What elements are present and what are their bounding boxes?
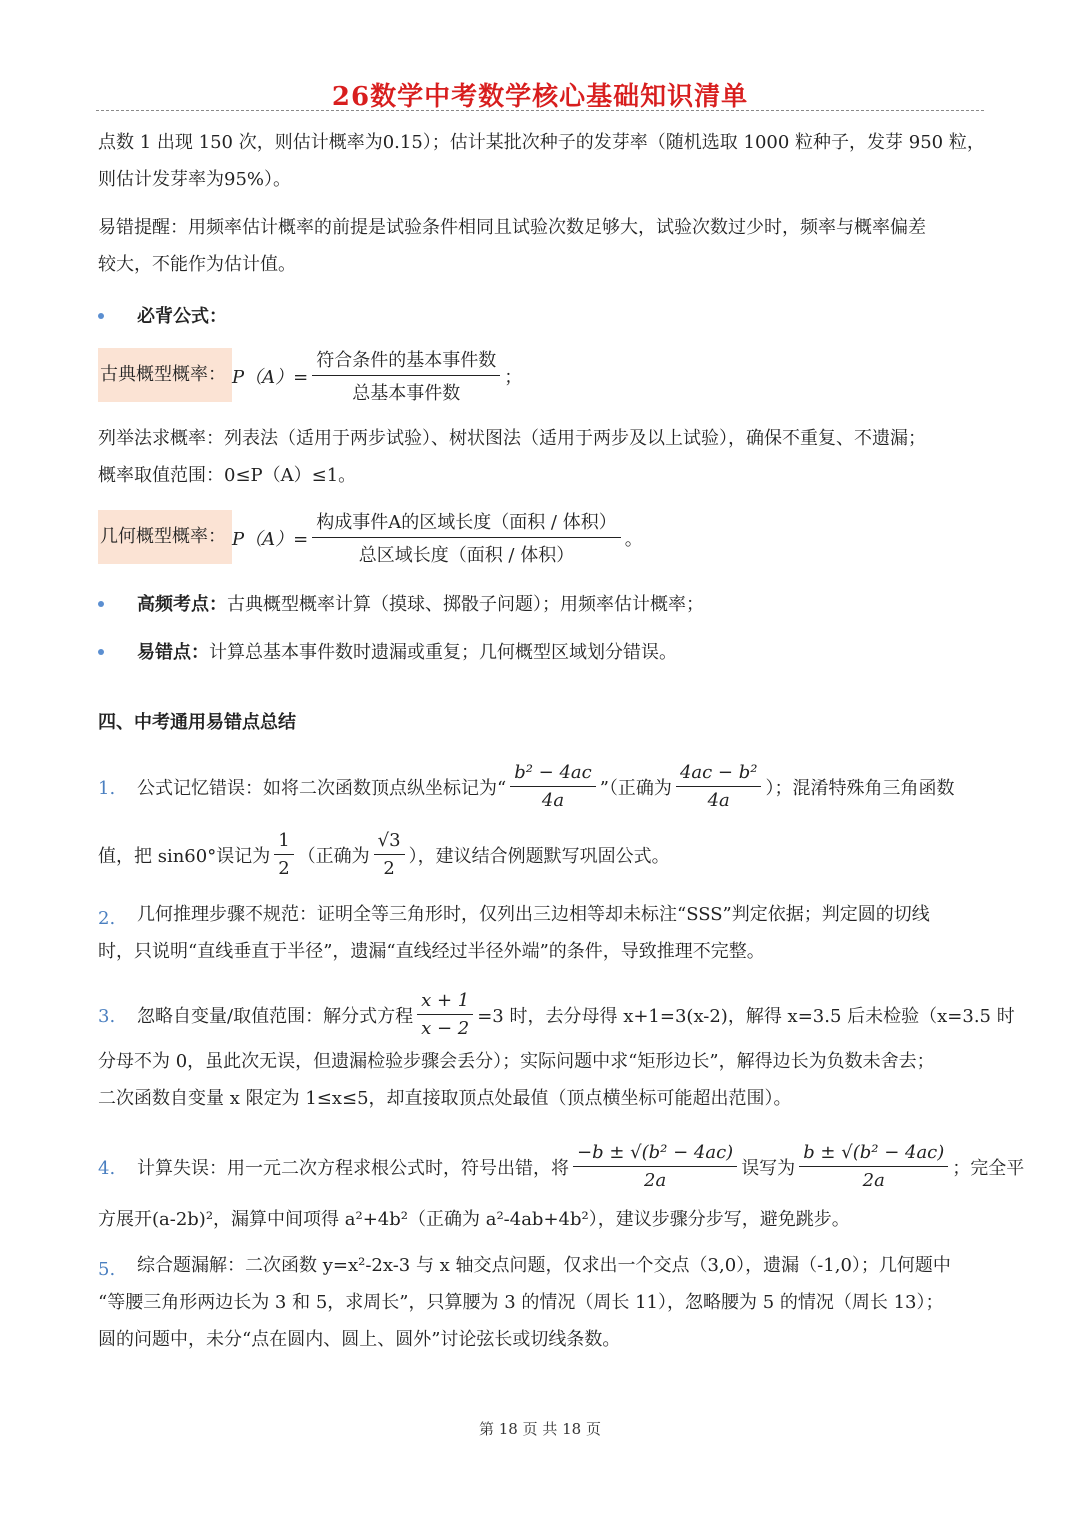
item-2-line-1: 几何推理步骤不规范：证明全等三角形时，仅列出三边相等却未标注“SSS”判定依据；判定圆的切线: [137, 904, 930, 925]
item-number-1: 1.: [98, 778, 116, 799]
bullet-dot: [98, 601, 104, 607]
item-1-line-2: [98, 830, 670, 879]
geometric-probability-label: 几何概型概率：: [98, 510, 232, 564]
classic-probability-label: 古典概型概率：: [98, 348, 232, 402]
item-1-text-e: （正确为: [297, 845, 370, 867]
fraction-numerator: b² − 4ac: [510, 762, 596, 787]
bullet-error-points: [137, 638, 677, 664]
classic-tail: ；: [504, 366, 523, 388]
bullet-formula-label: 必背公式：: [137, 306, 227, 327]
item-4-text-c: ；完全平: [952, 1157, 1025, 1179]
warning-line-2: 较大，不能作为估计值。: [98, 254, 296, 275]
item-2-line-2: 时，只说明“直线垂直于半径”，遗漏“直线经过半径外端”的条件，导致推理不完整。: [98, 941, 765, 962]
section-heading: 四、中考通用易错点总结: [98, 712, 296, 733]
bullet-dot: [98, 649, 104, 655]
item-4-line-1: [137, 1142, 1024, 1191]
bullet-error-text: 计算总基本事件数时遗漏或重复；几何概型区域划分错误。: [209, 642, 677, 663]
fraction-numerator: x + 1: [417, 990, 473, 1015]
item-4-text-b: 误写为: [741, 1157, 796, 1179]
item-3-text-a: 忽略自变量/取值范围：解分式方程: [137, 1005, 414, 1027]
item-3-line-2: 分母不为 0，虽此次无误，但遗漏检验步骤会丢分）；实际问题中求“矩形边长”，解得边长为负数未舍去；: [98, 1051, 935, 1072]
fraction-quadratic-wrong: [799, 1142, 948, 1191]
fraction-quadratic-correct: [573, 1142, 737, 1191]
fraction-numerator: −b ± √(b² − 4ac): [573, 1142, 737, 1167]
item-1-text-c: ）；混淆特殊角三角函数: [765, 777, 955, 799]
fraction-numerator: b ± √(b² − 4ac): [799, 1142, 948, 1167]
geo-numerator: 构成事件A的区域长度（面积 / 体积）: [312, 508, 621, 538]
fraction-denominator: 2a: [644, 1170, 667, 1191]
classic-lhs: P（A）=: [232, 366, 309, 388]
intro-line-1: 点数 1 出现 150 次，则估计概率为0.15）；估计某批次种子的发芽率（随机选取 1000 粒种子，发芽 950 粒，: [98, 132, 985, 153]
fraction-wrong-vertex: [510, 762, 596, 811]
item-5-line-1: 综合题漏解：二次函数 y=x²-2x-3 与 x 轴交点问题，仅求出一个交点（3,0），遗漏（-1,0）；几何题中: [137, 1255, 951, 1276]
item-3-line-1: [137, 990, 1015, 1039]
fraction-numerator: 1: [274, 830, 293, 855]
item-number-3: 3.: [98, 1006, 116, 1027]
item-number-4: 4.: [98, 1158, 116, 1179]
enum-line-1: 列举法求概率：列表法（适用于两步试验）、树状图法（适用于两步及以上试验），确保不重复、不遗漏；: [98, 428, 926, 449]
fraction-denominator: 2a: [862, 1170, 885, 1191]
fraction-numerator: √3: [374, 830, 405, 855]
item-1-text-a: 公式记忆错误：如将二次函数顶点纵坐标记为“: [137, 777, 507, 799]
enum-line-2: 概率取值范围：0≤P（A）≤1。: [98, 465, 357, 486]
item-1-text-d: 值，把 sin60°误记为: [98, 845, 271, 867]
classic-probability-formula: [232, 346, 522, 405]
header-divider: [96, 110, 984, 111]
fraction-one-half: [274, 830, 293, 879]
item-4-line-2: 方展开(a-2b)²，漏算中间项得 a²+4b²（正确为 a²-4ab+4b²），建议步骤分步写，避免跳步。: [98, 1209, 850, 1230]
geo-tail: 。: [624, 528, 643, 550]
bullet-dot: [98, 313, 104, 319]
geo-fraction: [312, 508, 621, 567]
item-1-text-b: ”（正确为: [599, 777, 672, 799]
fraction-correct-vertex: [676, 762, 762, 811]
fraction-numerator: 4ac − b²: [676, 762, 762, 787]
fraction-denominator: 2: [383, 858, 395, 879]
bullet-error-label: 易错点：: [137, 642, 209, 663]
item-number-5: 5.: [98, 1259, 116, 1280]
item-1-text-g: ），建议结合例题默写巩固公式。: [408, 845, 670, 867]
fraction-sqrt3-half: [374, 830, 405, 879]
item-3-text-b: =3 时，去分母得 x+1=3(x-2)，解得 x=3.5 后未检验（x=3.5 时: [477, 1005, 1015, 1027]
page-footer: 第 18 页 共 18 页: [478, 1420, 601, 1438]
classic-numerator: 符合条件的基本事件数: [312, 346, 500, 376]
fraction-denominator: x − 2: [421, 1018, 470, 1039]
item-5-line-3: 圆的问题中，未分“点在圆内、圆上、圆外”讨论弦长或切线条数。: [98, 1329, 621, 1350]
fraction-denominator: 4a: [541, 790, 565, 811]
bullet-frequent-points: [137, 590, 704, 616]
item-3-line-3: 二次函数自变量 x 限定为 1≤x≤5，却直接取顶点处最值（顶点横坐标可能超出范围）。: [98, 1088, 792, 1109]
page-title: 26数学中考数学核心基础知识清单: [331, 82, 749, 112]
fraction-denominator: 2: [278, 858, 290, 879]
item-5-line-2: “等腰三角形两边长为 3 和 5，求周长”，只算腰为 3 的情况（周长 11），忽略腰为 5 的情况（周长 13）；: [98, 1292, 944, 1313]
geo-lhs: P（A）=: [232, 528, 309, 550]
geometric-probability-formula: [232, 508, 643, 567]
intro-line-2: 则估计发芽率为95%）。: [98, 169, 292, 190]
bullet-frequent-label: 高频考点：: [137, 594, 227, 615]
bullet-frequent-text: 古典概型概率计算（摸球、掷骰子问题）；用频率估计概率；: [227, 594, 704, 615]
item-4-text-a: 计算失误：用一元二次方程求根公式时，符号出错，将: [137, 1157, 569, 1179]
warning-line-1: 易错提醒：用频率估计概率的前提是试验条件相同且试验次数足够大，试验次数过少时，频率与概率偏差: [98, 217, 926, 238]
classic-fraction: [312, 346, 500, 405]
item-number-2: 2.: [98, 908, 116, 929]
item-1-line-1: [137, 762, 954, 811]
fraction-equation: [417, 990, 473, 1039]
fraction-denominator: 4a: [707, 790, 730, 811]
geo-denominator: 总区域长度（面积 / 体积）: [358, 545, 575, 566]
classic-denominator: 总基本事件数: [352, 383, 461, 404]
